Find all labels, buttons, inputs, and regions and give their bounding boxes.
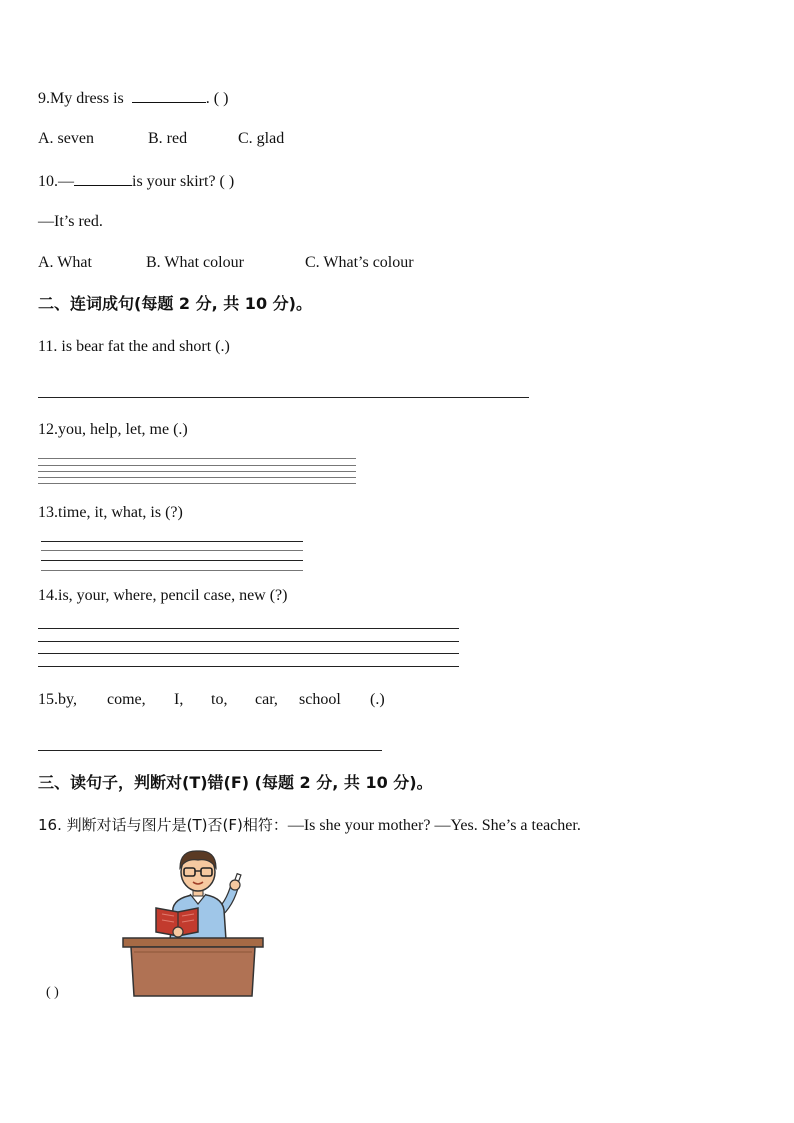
q10-answer-line: —It’s red. xyxy=(38,213,103,230)
desk-top xyxy=(123,938,263,947)
q10-option-b[interactable]: B. What colour xyxy=(146,254,244,271)
q13-answer-line[interactable] xyxy=(41,560,303,561)
q12-answer-line[interactable] xyxy=(38,471,356,472)
q12-answer-line[interactable] xyxy=(38,465,356,466)
question-12: 12.you, help, let, me (.) xyxy=(38,421,188,438)
q15-word: I, xyxy=(174,691,184,708)
q9-end: . ( ) xyxy=(205,90,229,107)
q10-option-a[interactable]: A. What xyxy=(38,254,92,271)
question-9 xyxy=(38,88,228,109)
q9-answer-blank[interactable] xyxy=(132,88,206,103)
question-10 xyxy=(38,171,234,192)
section-2-title: 二、连词成句(每题 2 分, 共 10 分)。 xyxy=(38,294,312,313)
question-15 xyxy=(38,690,385,710)
section-3-title: 三、读句子，判断对(T)错(F) (每题 2 分, 共 10 分)。 xyxy=(38,773,433,792)
q14-answer-line[interactable] xyxy=(38,628,459,629)
q16-dialogue: —Is she your mother? —Yes. She’s a teacher. xyxy=(287,817,581,834)
q15-word: school xyxy=(299,691,341,708)
question-16 xyxy=(38,815,581,836)
q14-answer-line[interactable] xyxy=(38,666,459,667)
q9-options xyxy=(38,129,284,149)
raised-hand xyxy=(230,880,240,890)
q13-answer-line[interactable] xyxy=(41,541,303,542)
q16-answer-bracket[interactable]: ( ) xyxy=(46,985,59,1000)
q9-option-c[interactable]: C. glad xyxy=(238,130,285,147)
question-11: 11. is bear fat the and short (.) xyxy=(38,338,230,355)
q15-word: come, xyxy=(107,691,146,708)
question-13: 13.time, it, what, is (?) xyxy=(38,504,183,521)
q15-word: 15.by, xyxy=(38,691,77,708)
q14-answer-line[interactable] xyxy=(38,653,459,654)
q10-option-c[interactable]: C. What’s colour xyxy=(305,254,414,271)
desk-body xyxy=(131,947,255,996)
q9-option-b[interactable]: B. red xyxy=(148,130,188,147)
q15-word: (.) xyxy=(370,691,385,708)
q16-prefix: 16. 判断对话与图片是(T)否(F)相符： xyxy=(38,816,288,834)
q10-stem-prefix: 10.— xyxy=(38,173,74,190)
q9-stem: 9.My dress is xyxy=(38,90,124,107)
q9-option-a[interactable]: A. seven xyxy=(38,130,94,147)
q11-answer-line[interactable] xyxy=(38,397,529,398)
q15-answer-line[interactable] xyxy=(38,750,382,751)
q15-word: car, xyxy=(255,691,278,708)
q12-answer-line[interactable] xyxy=(38,458,356,459)
q13-answer-line[interactable] xyxy=(41,570,303,571)
q12-answer-line[interactable] xyxy=(38,477,356,478)
q10-stem-suffix: is your skirt? ( ) xyxy=(132,173,235,190)
hand-holding-book xyxy=(173,927,183,937)
teacher-at-desk-illustration xyxy=(118,848,268,1000)
q15-word: to, xyxy=(211,691,228,708)
q14-answer-line[interactable] xyxy=(38,641,459,642)
q13-answer-line[interactable] xyxy=(41,550,303,551)
q10-answer-blank[interactable] xyxy=(74,171,132,186)
q10-options xyxy=(38,253,414,273)
question-14: 14.is, your, where, pencil case, new (?) xyxy=(38,587,288,604)
q12-answer-line[interactable] xyxy=(38,483,356,484)
